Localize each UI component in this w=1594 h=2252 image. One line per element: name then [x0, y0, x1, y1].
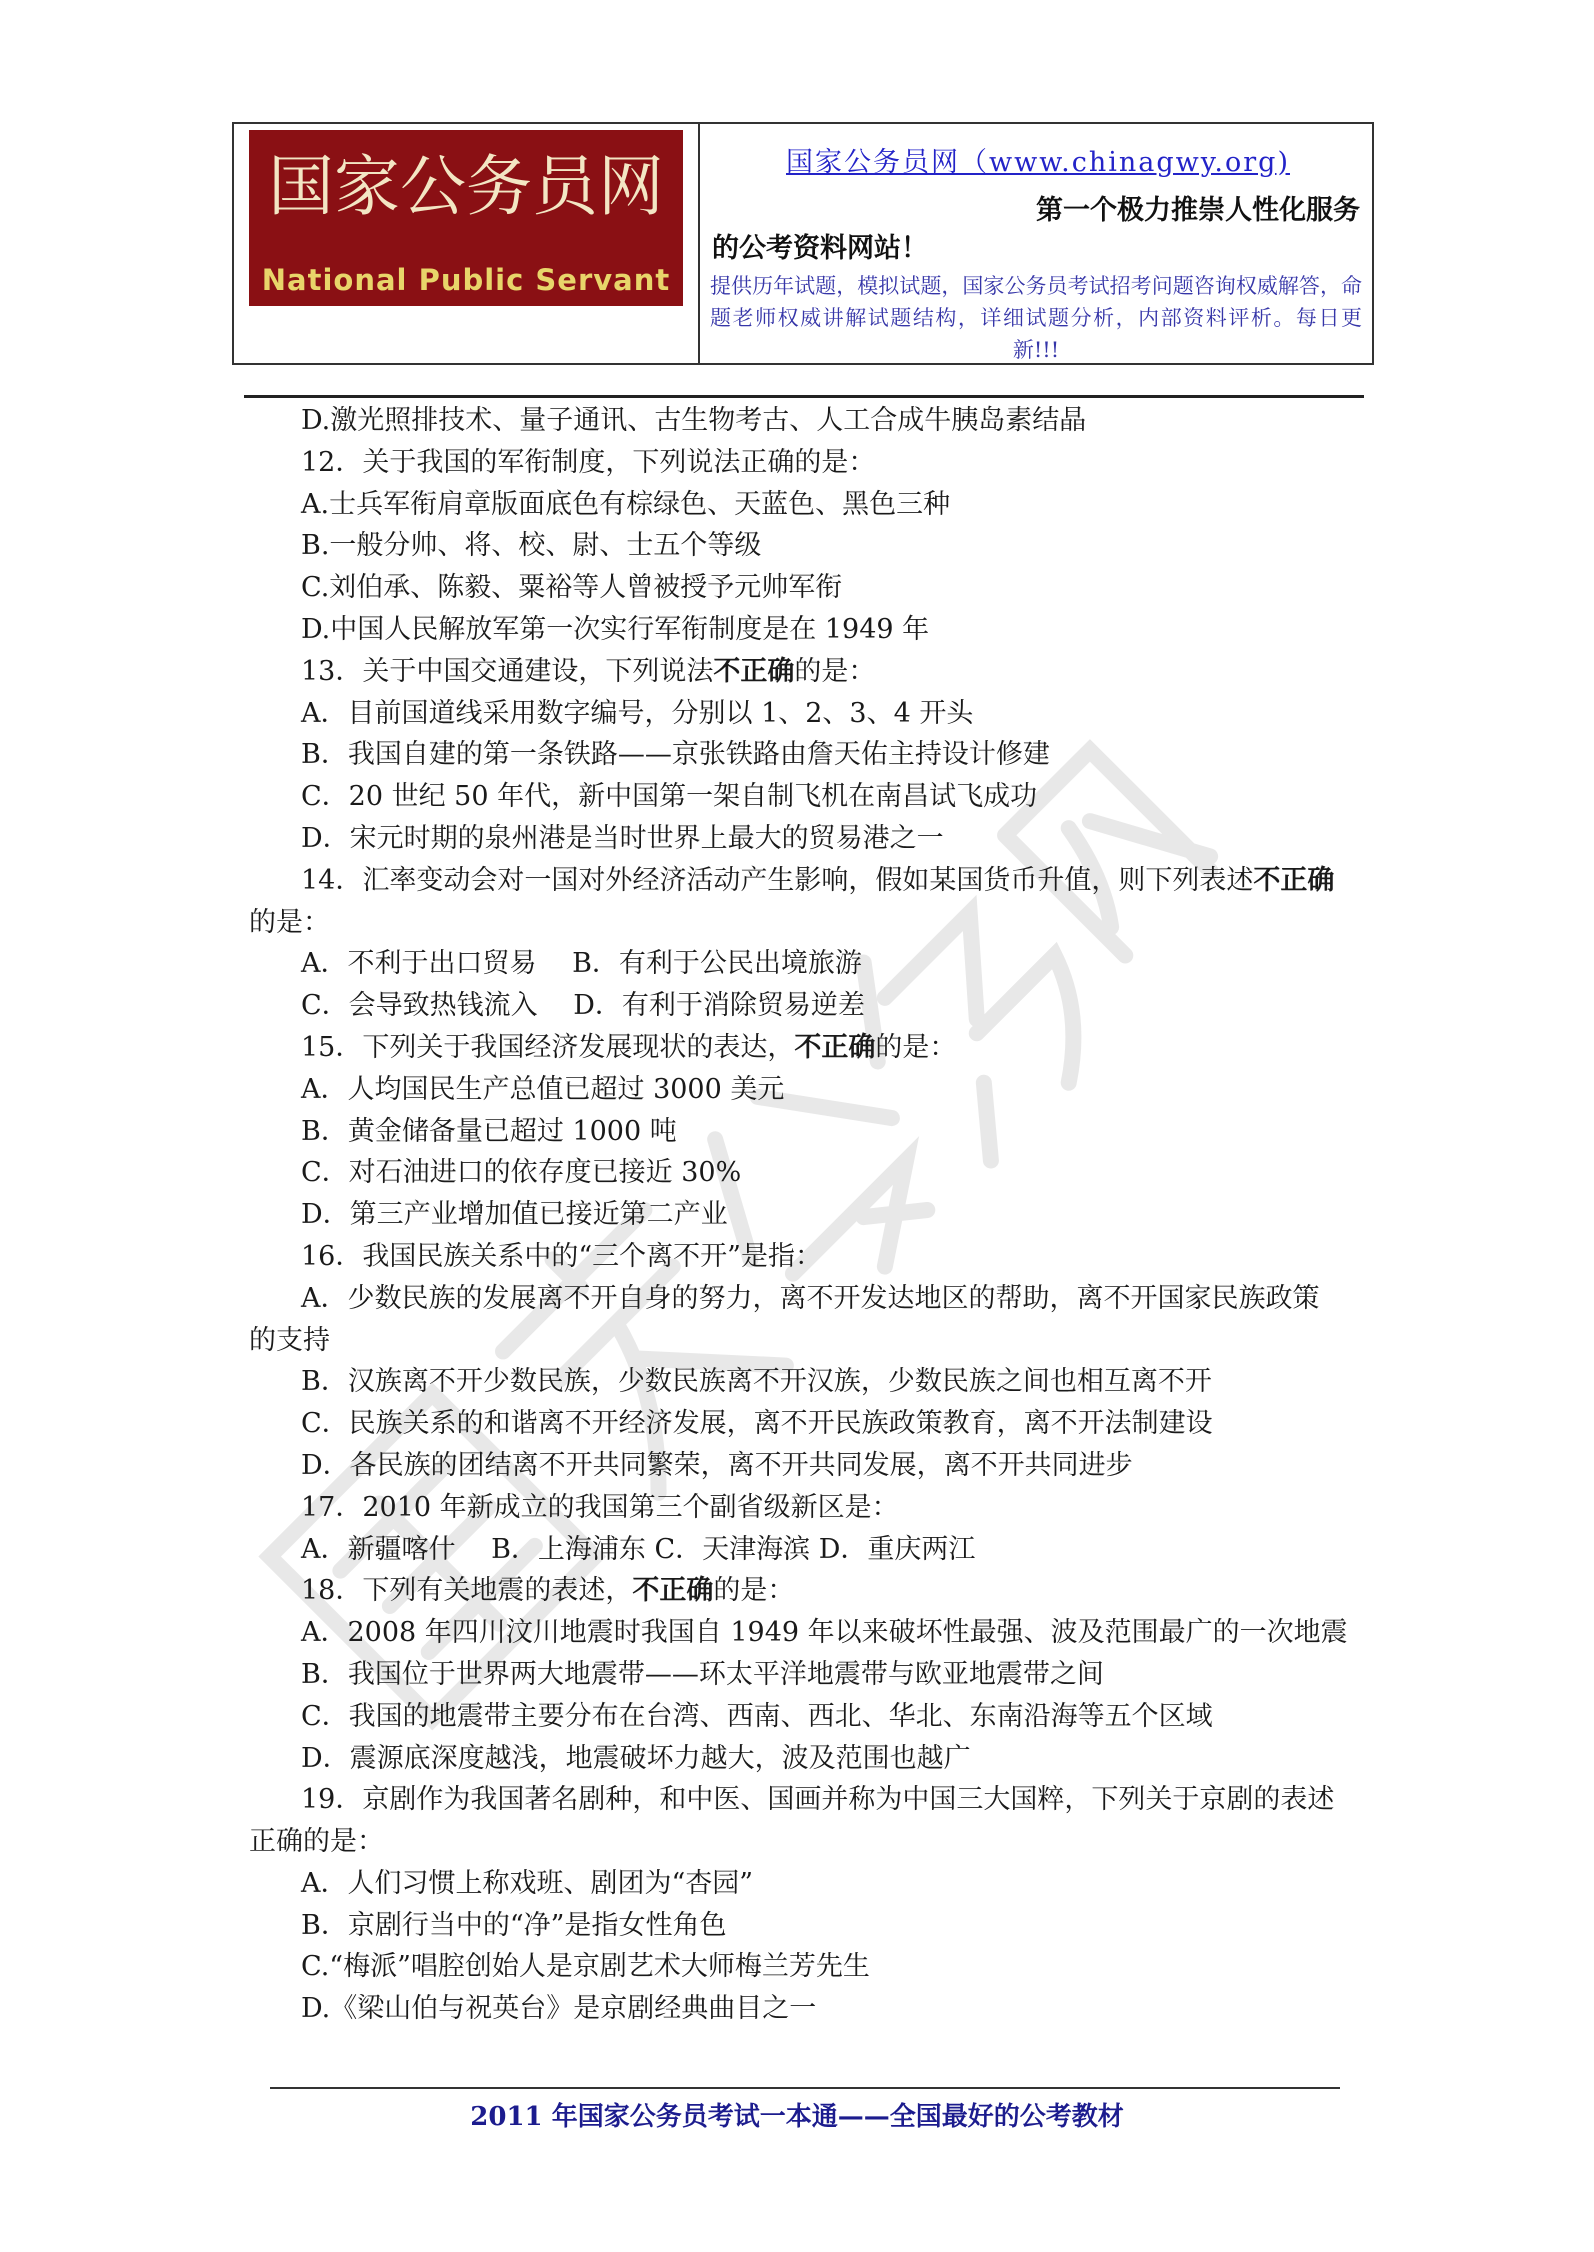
text-segment: B.一般分帅、将、校、尉、士五个等级 — [301, 530, 762, 562]
text-segment: D.中国人民解放军第一次实行军衔制度是在 1949 年 — [301, 613, 930, 645]
text-line — [249, 734, 1364, 776]
text-segment: B．京剧行当中的“净”是指女性角色 — [301, 1909, 727, 1941]
text-segment: D．震源底深度越浅，地震破坏力越大，波及范围也越广 — [301, 1742, 971, 1774]
text-line — [249, 1403, 1364, 1445]
text-segment: 的是： — [794, 655, 876, 687]
text-line — [249, 484, 1364, 526]
text-segment: 12．关于我国的军衔制度，下列说法正确的是： — [301, 446, 876, 478]
text-line — [249, 818, 1364, 860]
text-line — [249, 1738, 1364, 1780]
text-segment: C.刘伯承、陈毅、粟裕等人曾被授予元帅军衔 — [301, 572, 843, 604]
text-line — [249, 1821, 1364, 1863]
text-line — [249, 1779, 1364, 1821]
text-segment: 的是： — [249, 906, 330, 938]
text-segment: 16．我国民族关系中的“三个离不开”是指： — [301, 1240, 822, 1272]
text-segment: C．民族关系的和谐离不开经济发展，离不开民族政策教育，离不开法制建设 — [301, 1408, 1213, 1440]
text-segment: D．第三产业增加值已接近第二产业 — [301, 1199, 728, 1231]
text-line — [249, 609, 1364, 651]
text-line — [249, 902, 1364, 944]
text-segment: 15．下列关于我国经济发展现状的表达， — [301, 1031, 795, 1063]
footer-text: 2011 年国家公务员考试一本通——全国最好的公考教材 — [470, 2102, 1124, 2132]
text-segment: C.“梅派”唱腔创始人是京剧艺术大师梅兰芳先生 — [301, 1951, 870, 1983]
text-segment: 正确的是： — [249, 1826, 384, 1858]
text-line — [249, 1696, 1364, 1738]
text-segment: D．各民族的团结离不开共同繁荣，离不开共同发展，离不开共同进步 — [301, 1449, 1133, 1481]
text-segment: C．对石油进口的依存度已接近 30% — [301, 1157, 742, 1189]
emphasis-text: 不正确 — [713, 655, 795, 687]
text-segment: C．20 世纪 50 年代，新中国第一架自制飞机在南昌试飞成功 — [301, 781, 1038, 813]
text-line — [249, 1236, 1364, 1278]
text-segment: D．宋元时期的泉州港是当时世界上最大的贸易港之一 — [301, 822, 944, 854]
text-line — [249, 693, 1364, 735]
text-segment: 18．下列有关地震的表述， — [301, 1575, 633, 1607]
text-segment: 17．2010 年新成立的我国第三个副省级新区是： — [301, 1491, 899, 1523]
text-line — [249, 1988, 1364, 2030]
text-line — [249, 1152, 1364, 1194]
text-segment: 14．汇率变动会对一国对外经济活动产生影响，假如某国货币升值，则下列表述 — [301, 864, 1254, 896]
text-segment: B．汉族离不开少数民族，少数民族离不开汉族，少数民族之间也相互离不开 — [301, 1366, 1212, 1398]
text-line — [249, 985, 1364, 1027]
header-divider — [698, 124, 700, 363]
text-segment: A．新疆喀什 B．上海浦东 C．天津海滨 D．重庆两江 — [301, 1533, 976, 1565]
text-segment: A.士兵军衔肩章版面底色有棕绿色、天蓝色、黑色三种 — [301, 488, 951, 520]
text-line — [249, 1612, 1364, 1654]
text-line — [249, 442, 1364, 484]
text-segment: C．我国的地震带主要分布在台湾、西南、西北、华北、东南沿海等五个区域 — [301, 1700, 1213, 1732]
text-line — [249, 651, 1364, 693]
text-segment: 13．关于中国交通建设，下列说法 — [301, 655, 714, 687]
slogan-line-1: 第一个极力推崇人性化服务 — [1036, 195, 1360, 226]
text-segment: A．人们习惯上称戏班、剧团为“杏园” — [301, 1867, 754, 1899]
text-line — [249, 860, 1364, 902]
text-line — [249, 1320, 1364, 1362]
text-line — [249, 400, 1364, 442]
text-segment: A．2008 年四川汶川地震时我国自 1949 年以来破坏性最强、波及范围最广的一次地震 — [301, 1617, 1348, 1649]
text-line — [249, 1570, 1364, 1612]
text-line — [249, 1027, 1364, 1069]
text-segment: B．我国位于世界两大地震带——环太平洋地震带与欧亚地震带之间 — [301, 1658, 1104, 1690]
emphasis-text: 不正确 — [794, 1031, 876, 1063]
text-line — [249, 943, 1364, 985]
text-segment: 的是： — [875, 1031, 957, 1063]
text-segment: D.激光照排技术、量子通讯、古生物考古、人工合成牛胰岛素结晶 — [301, 405, 1087, 436]
text-line — [249, 1905, 1364, 1947]
text-line — [249, 1529, 1364, 1571]
text-line — [249, 1946, 1364, 1988]
text-segment: A．少数民族的发展离不开自身的努力，离不开发达地区的帮助，离不开国家民族政策 — [301, 1282, 1320, 1314]
text-segment: 19．京剧作为我国著名剧种，和中医、国画并称为中国三大国粹，下列关于京剧的表述 — [301, 1784, 1335, 1816]
text-line — [249, 1111, 1364, 1153]
text-line — [249, 1361, 1364, 1403]
text-segment: A．目前国道线采用数字编号，分别以 1、2、3、4 开头 — [301, 697, 974, 729]
logo-calligraphy: 国家公务员网 — [268, 148, 664, 225]
logo-english: National Public Servant — [261, 263, 671, 297]
text-line — [249, 1863, 1364, 1905]
text-segment: 的支持 — [249, 1324, 330, 1356]
footer-divider — [270, 2087, 1340, 2089]
text-segment: C．会导致热钱流入 D．有利于消除贸易逆差 — [301, 990, 865, 1022]
site-logo[interactable] — [249, 130, 683, 306]
text-line — [249, 1278, 1364, 1320]
text-segment: A．人均国民生产总值已超过 3000 美元 — [301, 1073, 785, 1105]
site-description: 提供历年试题，模拟试题，国家公务员考试招考问题咨询权威解答，命题老师权威讲解试题结构，详细试题分析，内部资料评析。每日更新!!! — [710, 274, 1362, 362]
text-segment: D.《梁山伯与祝英台》是京剧经典曲目之一 — [301, 1993, 817, 2025]
emphasis-text: 不正确 — [1253, 864, 1335, 896]
text-line — [249, 1069, 1364, 1111]
top-divider — [244, 395, 1364, 398]
text-line — [249, 1445, 1364, 1487]
text-line — [249, 1194, 1364, 1236]
question-text — [249, 400, 1364, 2030]
emphasis-text: 不正确 — [632, 1575, 714, 1607]
text-line — [249, 525, 1364, 567]
text-line — [249, 1654, 1364, 1696]
site-link[interactable]: 国家公务员网（www.chinagwy.org) — [786, 147, 1290, 178]
text-segment: B．黄金储备量已超过 1000 吨 — [301, 1115, 677, 1147]
text-line — [249, 1487, 1364, 1529]
text-line — [249, 776, 1364, 818]
text-line — [249, 567, 1364, 609]
slogan-line-2: 的公考资料网站！ — [712, 233, 928, 264]
text-segment: A．不利于出口贸易 B．有利于公民出境旅游 — [301, 948, 862, 980]
text-segment: B．我国自建的第一条铁路——京张铁路由詹天佑主持设计修建 — [301, 739, 1050, 771]
text-segment: 的是： — [713, 1575, 795, 1607]
header-banner — [232, 122, 1374, 365]
